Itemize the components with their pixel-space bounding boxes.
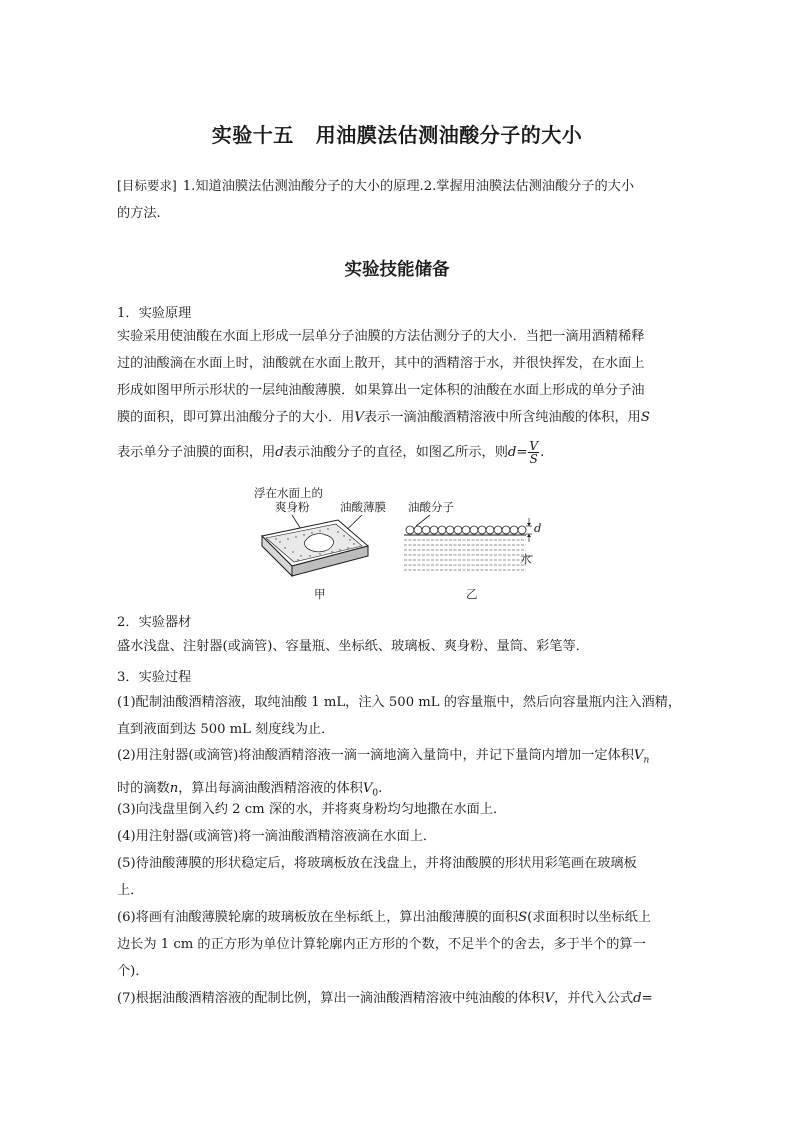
process-step-6: [117, 904, 682, 985]
step-text: (7)根据油酸酒精溶液的配制比例，算出一滴油酸酒精溶液中纯油酸的体积: [117, 991, 545, 1006]
step-text: .: [378, 780, 383, 796]
step-text: 个)．: [117, 964, 149, 979]
var-v0: V: [362, 780, 373, 796]
step-text: (求面积时以坐标纸上: [527, 910, 652, 925]
principle-paragraph: [117, 323, 682, 466]
water-surface: [404, 535, 526, 570]
leader-line-molecule: [416, 515, 430, 526]
step-text: (2)用注射器(或滴管)将油酸酒精溶液一滴一滴地滴入量筒中，并记下量筒内增加一定体积: [117, 748, 634, 763]
step-text: (5)待油酸薄膜的形状稳定后，将玻璃板放在浅盘上，并将油酸膜的形状用彩笔画在玻璃板: [117, 856, 637, 871]
var-n: n: [169, 780, 179, 796]
var-s: S: [518, 910, 528, 925]
step-text: (6)将画有油酸薄膜轮廓的玻璃板放在坐标纸上，算出油酸薄膜的面积: [117, 910, 519, 925]
process-step-7: [117, 985, 682, 1012]
process-step-1: [117, 689, 682, 743]
experiment-figure: [240, 484, 560, 604]
process-heading: 3．实验过程: [117, 670, 192, 685]
goal-tag: [目标要求]: [117, 178, 177, 193]
step-text: ，算出每滴油酸酒精溶液的体积: [178, 780, 363, 796]
label-float-powder-line1: 浮在水面上的: [254, 486, 323, 500]
var-v: V: [544, 991, 555, 1006]
goal-text-line2: 的方法.: [117, 206, 161, 221]
shallow-tray: [262, 520, 368, 576]
label-oil-molecule: 油酸分子: [408, 500, 454, 514]
label-float-powder-line2: 爽身粉: [275, 500, 310, 514]
principle-line: 形成如图甲所示形状的一层纯油酸薄膜．如果算出一定体积的油酸在水面上形成的单分子油: [117, 383, 645, 398]
process-step-5: [117, 850, 682, 904]
var-d: d: [633, 991, 642, 1006]
principle-line: 表示油酸分子的直径，如图乙所示，则: [283, 445, 508, 460]
var-vn-subscript: n: [643, 755, 650, 766]
page-title: [0, 119, 794, 148]
var-d: d: [275, 445, 284, 460]
label-d: d: [534, 521, 542, 535]
formula-end: .: [540, 445, 545, 460]
formula-numerator: V: [529, 439, 539, 453]
principle-line: 表示一滴油酸酒精溶液中所含纯油酸的体积，用: [363, 410, 641, 425]
label-oil-film: 油酸薄膜: [340, 500, 386, 514]
formula-denominator: S: [529, 452, 538, 466]
title-topic: 用油膜法估测油酸分子的大小: [315, 123, 583, 147]
step-text: (1)配制油酸酒精溶液，取纯油酸 1 mL，注入 500 mL 的容量瓶中，然后向容量瓶内注入酒精，: [117, 695, 682, 710]
principle-line: 过的油酸滴在水面上时，油酸就在水面上散开，其中的酒精溶于水，并很快挥发，在水面上: [117, 356, 645, 371]
var-vn: V: [633, 748, 644, 763]
process-step-3: (3)向浅盘里倒入约 2 cm 深的水，并将爽身粉均匀地撒在水面上．: [117, 802, 507, 817]
caption-right: 乙: [466, 587, 478, 601]
var-s: S: [640, 410, 650, 425]
goal-text-line1: 1.知道油膜法估测油酸分子的大小的原理.2.掌握用油膜法估测油酸分子的大小: [182, 179, 635, 194]
step-text: =: [641, 991, 653, 1006]
step-text: ，并代入公式: [554, 991, 634, 1006]
step-text: 边长为 1 cm 的正方形为单位计算轮廓内正方形的个数，不足半个的舍去，多于半个的算一: [117, 937, 646, 952]
var-v: V: [354, 410, 364, 425]
title-experiment-number: 实验十五: [211, 123, 294, 147]
formula-fraction: [528, 440, 539, 465]
equipment-text: 盛水浅盘、注射器(或滴管)、容量瓶、坐标纸、玻璃板、爽身粉、量筒、彩笔等．: [117, 639, 589, 654]
label-water: 水: [520, 552, 532, 566]
principle-heading: 1．实验原理: [117, 306, 192, 321]
equipment-heading: 2．实验器材: [117, 615, 192, 630]
learning-goals: [117, 172, 682, 227]
step-text: 上．: [117, 883, 144, 898]
molecule-row: [406, 526, 526, 534]
principle-line: 膜的面积，即可算出油酸分子的大小．用: [117, 410, 355, 425]
formula-lhs: d=: [507, 445, 528, 460]
principle-line: 实验采用使油酸在水面上形成一层单分子油膜的方法估测分子的大小．当把一滴用酒精稀释: [117, 329, 645, 344]
step-text: 直到液面到达 500 mL 刻度线为止．: [117, 722, 335, 737]
process-step-4: (4)用注射器(或滴管)将一滴油酸酒精溶液滴在水面上．: [117, 829, 437, 844]
caption-left: 甲: [314, 587, 326, 601]
section-title: 实验技能储备: [344, 260, 450, 280]
principle-line: 表示单分子油膜的面积，用: [117, 445, 276, 460]
var-v0-subscript: 0: [372, 788, 379, 799]
step-text: 时的滴数: [117, 780, 170, 796]
